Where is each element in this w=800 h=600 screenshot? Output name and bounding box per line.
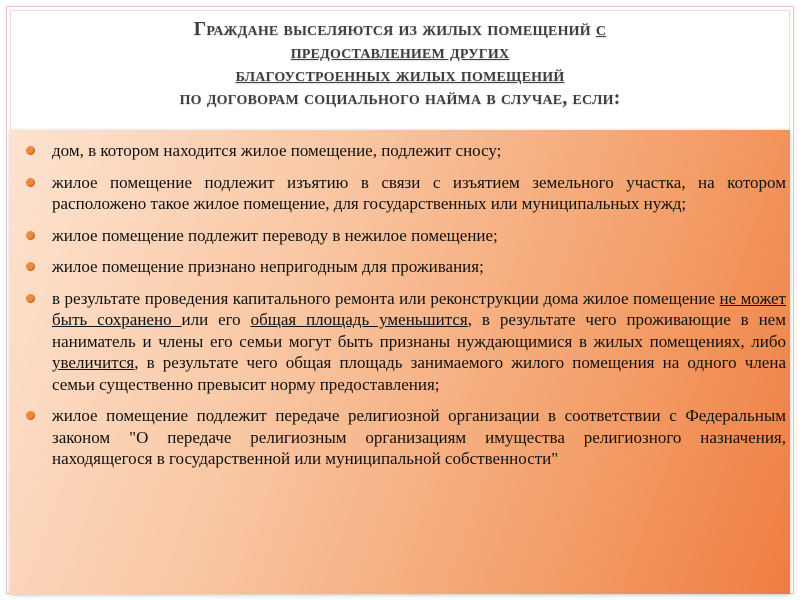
list-item bbox=[24, 172, 786, 215]
bullet-dot-icon bbox=[26, 146, 35, 155]
title-line-3: благоустроенных жилых помещений bbox=[235, 65, 565, 86]
list-item-text bbox=[52, 289, 786, 394]
list-item-text: жилое помещение подлежит переводу в нежилое помещение; bbox=[52, 225, 498, 245]
underlined-phrase: не может быть сохранено bbox=[52, 288, 786, 329]
text-segment: или его bbox=[181, 310, 251, 329]
bullet-dot-icon bbox=[26, 178, 35, 187]
list-item-text: жилое помещение признано непригодным для проживания; bbox=[52, 257, 484, 276]
title-line-1-underlined: с bbox=[595, 19, 607, 40]
bullet-dot-icon bbox=[26, 411, 35, 420]
list-item-text: жилое помещение подлежит передаче религиозной организации в соответствии с Федеральным законом "О передаче религиозным организациям имущества религиозного назначения, находящегося в государственной или муниципальной собственности" bbox=[52, 406, 786, 468]
text-segment: , в результате чего проживающие в нем наниматель и члены его семьи могут быть признаны нуждающимися в жилых помещениях, либо bbox=[52, 310, 786, 351]
title-line-4: по договорам социального найма в случае, если: bbox=[179, 88, 621, 109]
bullet-dot-icon bbox=[26, 262, 35, 271]
underlined-phrase: увеличится bbox=[52, 353, 135, 372]
slide-title bbox=[40, 18, 760, 110]
bullet-dot-icon bbox=[26, 231, 35, 240]
list-item bbox=[24, 256, 786, 278]
list-item-text: дом, в котором находится жилое помещение, подлежит сносу; bbox=[52, 141, 502, 160]
list-item bbox=[24, 405, 786, 470]
list-item bbox=[24, 288, 786, 396]
title-line-1-text: Граждане выселяются из жилых помещений bbox=[193, 19, 596, 40]
bullet-list bbox=[24, 140, 786, 480]
bullet-dot-icon bbox=[26, 294, 35, 303]
list-item bbox=[24, 225, 786, 247]
list-item-text: жилое помещение подлежит изъятию в связи с изъятием земельного участка, на котором расположено такое жилое помещение, для государственных или муниципальных нужд; bbox=[52, 172, 786, 213]
underlined-phrase: общая площадь уменьшится bbox=[250, 310, 468, 329]
text-segment: , в результате чего общая площадь занимаемого жилого помещения на одного члена семьи существенно превысит норму предоставления; bbox=[52, 353, 786, 394]
text-segment: в результате проведения капитального ремонта или реконструкции дома жилое помещение bbox=[52, 288, 720, 308]
title-line-2: предоставлением других bbox=[290, 42, 510, 63]
list-item bbox=[24, 140, 786, 162]
content-panel bbox=[10, 130, 790, 594]
title-line-1 bbox=[40, 18, 760, 41]
